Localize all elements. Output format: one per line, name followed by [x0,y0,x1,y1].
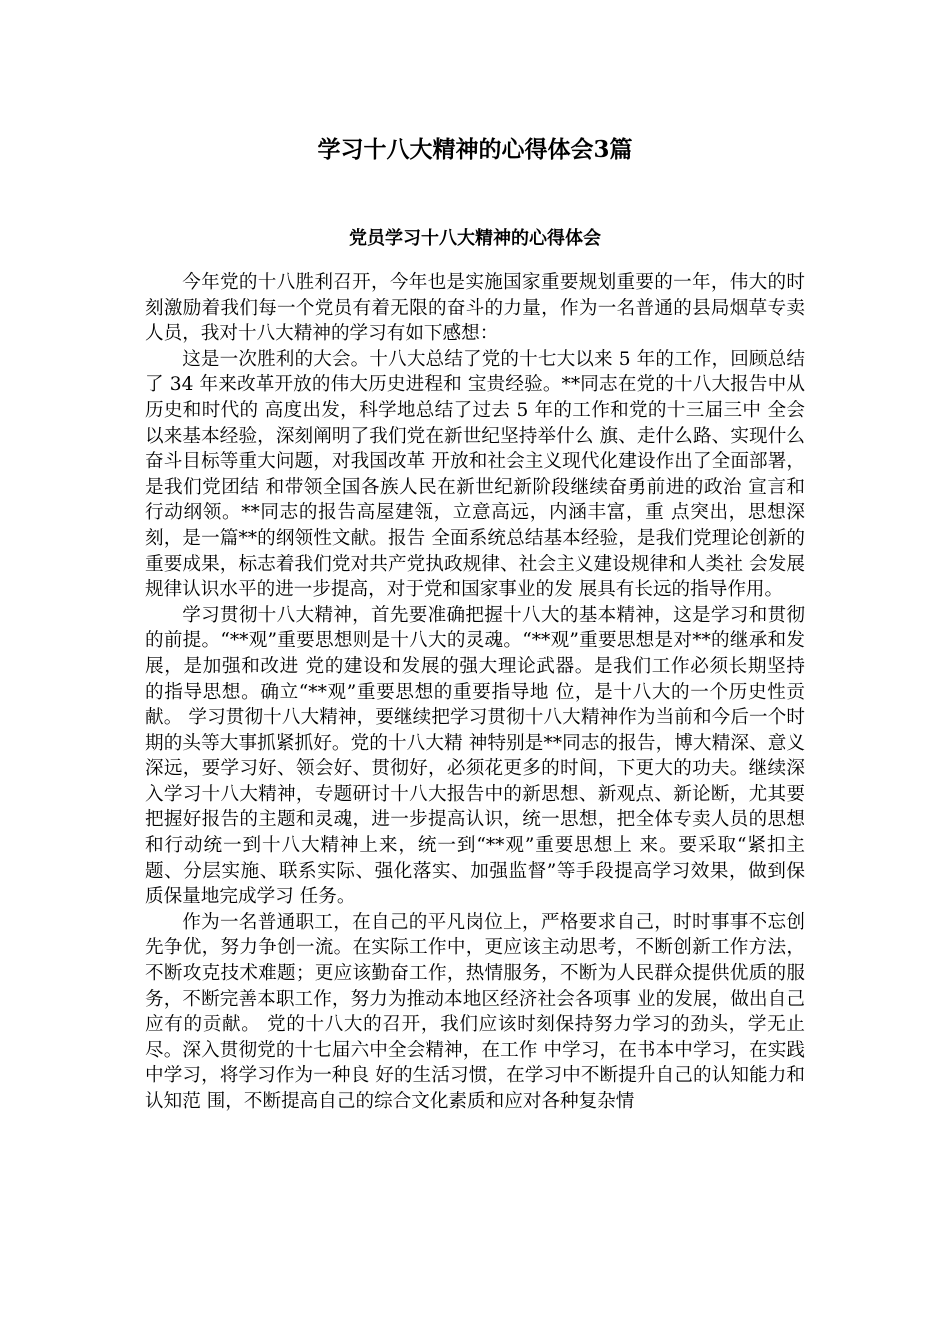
document-body [145,270,805,1115]
body-paragraph: 今年党的十八胜利召开，今年也是实施国家重要规划重要的一年，伟大的时刻激励着我们每一个党员有着无限的奋斗的力量，作为一名普通的县局烟草专卖人员，我对十八大精神的学习有如下感想： [145,272,805,345]
section-title: 党员学习十八大精神的心得体会 [349,228,601,249]
body-paragraph: 学习贯彻十八大精神，首先要准确把握十八大的基本精神，这是学习和贯彻的前提。“**观”重要思想则是十八大的灵魂。“**观”重要思想是对**的继承和发展，是加强和改进 党的建设和发展的强大理论武器。是我们工作必须长期坚持 的指导思想。确立“**观”重要思想的重要指导地 位，是十八大的一个历史性贡献。 学习贯彻十八大精神，要继续把学习贯彻十八大精神作为当前和今后一个时期的头等大事抓紧抓好。党的十八大精 神特别是**同志的报告，博大精深、意义深远，要学习好、领会好、贯彻好，必须花更多的时间，下更大的功夫。继续深入学习十八大精神，专题研讨十八大报告中的新思想、新观点、新论断，尤其要把握好报告的主题和灵魂，进一步提高认识，统一思想，把全体专卖人员的思想和行动统一到十八大精神上来，统一到“**观”重要思想上 来。要采取“紧扣主题、分层实施、联系实际、强化落实、加强监督”等手段提高学习效果，做到保质保量地完成学习 任务。 [145,604,805,908]
document-title: 学习十八大精神的心得体会3篇 [317,136,633,163]
body-paragraph: 作为一名普通职工，在自己的平凡岗位上，严格要求自己，时时事事不忘创先争优，努力争创一流。在实际工作中，更应该主动思考，不断创新工作方法，不断攻克技术难题；更应该勤奋工作，热情服务，不断为人民群众提供优质的服务，不断完善本职工作，努力为推动本地区经济社会各项事 业的发展，做出自己应有的贡献。 党的十八大的召开，我们应该时刻保持努力学习的劲头，学无止尽。深入贯彻党的十七届六中全会精神，在工作 中学习，在书本中学习，在实践中学习，将学习作为一种良 好的生活习惯，在学习中不断提升自己的认知能力和认知范 围，不断提高自己的综合文化素质和应对各种复杂情 [145,911,805,1112]
body-paragraph: 这是一次胜利的大会。十八大总结了党的十七大以来 5 年的工作，回顾总结了 34 年来改革开放的伟大历史进程和 宝贵经验。**同志在党的十八大报告中从历史和时代的 高度出发，科学地总结了过去 5 年的工作和党的十三届三中 全会以来基本经验，深刻阐明了我们党在新世纪坚持举什么 旗、走什么路、实现什么奋斗目标等重大问题，对我国改革 开放和社会主义现代化建设作出了全面部署，是我们党团结 和带领全国各族人民在新世纪新阶段继续奋勇前进的政治 宣言和行动纲领。**同志的报告高屋建瓴，立意高远，内涵丰富，重 点突出，思想深刻，是一篇**的纲领性文献。报告 全面系统总结基本经验，是我们党理论创新的重要成果，标志着我们党对共产党执政规律、社会主义建设规律和人类社 会发展规律认识水平的进一步提高，对于党和国家事业的发 展具有长远的指导作用。 [145,348,805,601]
